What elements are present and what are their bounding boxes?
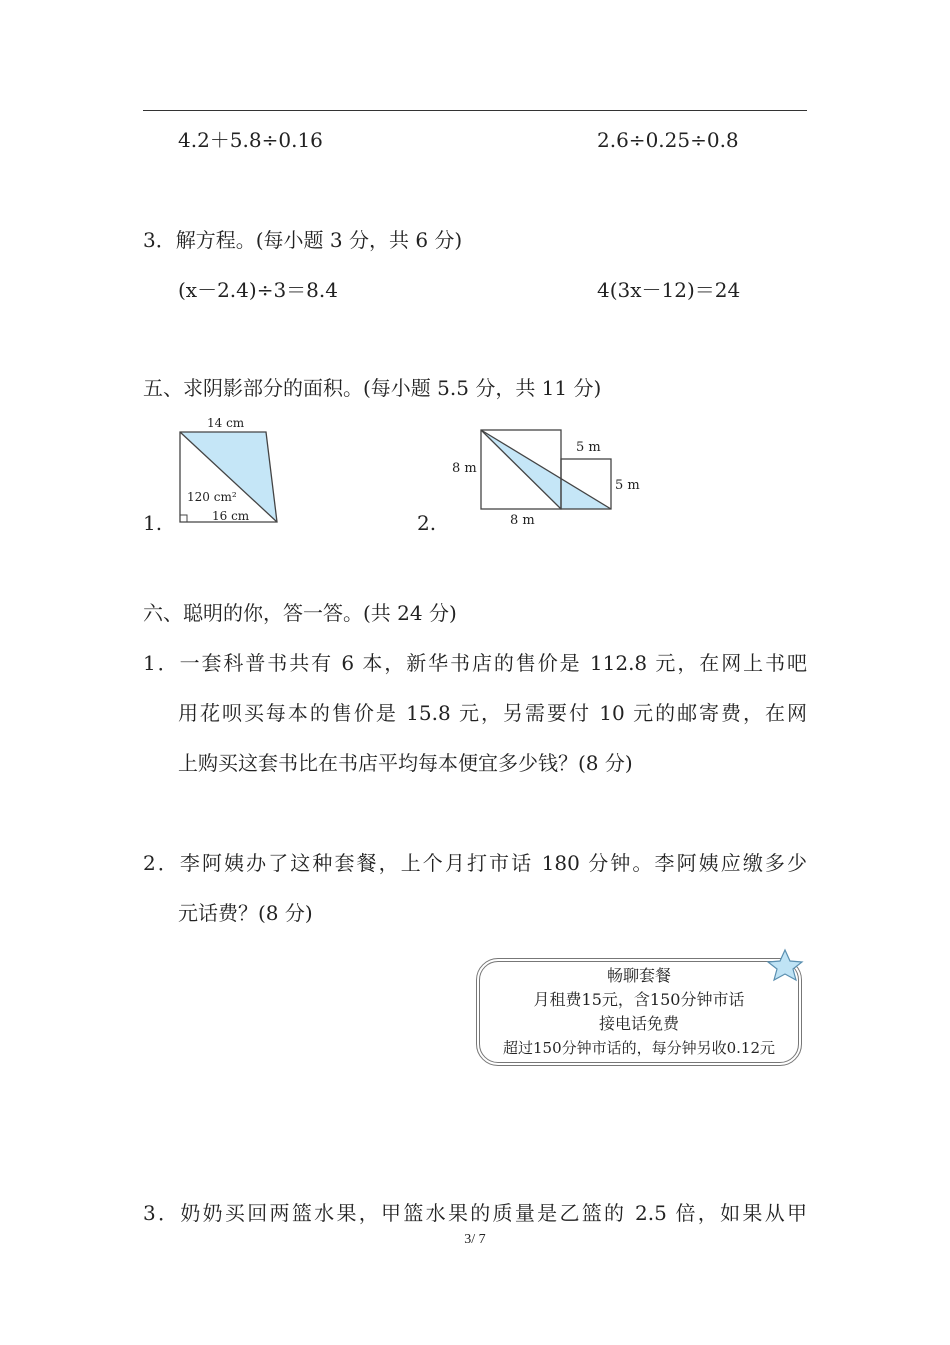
q3-title: 3．解方程。(每小题 3 分，共 6 分) — [143, 228, 463, 252]
section6-title: 六、聪明的你，答一答。(共 24 分) — [143, 601, 457, 625]
plan-line: 月租费15元，含150分钟市话 — [533, 990, 745, 1009]
fig2-small-right-label: 5 m — [615, 478, 640, 493]
fig2-small-top-label: 5 m — [576, 440, 601, 455]
problem2-line2: 元话费？(8 分) — [178, 901, 313, 925]
phone-plan-box — [476, 958, 802, 1066]
equation-left: (x－2.4)÷3＝8.4 — [178, 278, 338, 302]
fig2-left-label: 8 m — [452, 461, 477, 476]
problem3-line1: 3．奶奶买回两篮水果，甲篮水果的质量是乙篮的 2.5 倍，如果从甲 — [143, 1201, 807, 1225]
plan-line: 接电话免费 — [598, 1014, 679, 1033]
calc-left: 4.2＋5.8÷0.16 — [178, 128, 323, 152]
fig2-bottom-label: 8 m — [510, 513, 535, 528]
fig1-area-label: 120 cm² — [187, 490, 237, 504]
fig1-bottom-label: 16 cm — [212, 509, 250, 523]
section5-title: 五、求阴影部分的面积。(每小题 5.5 分，共 11 分) — [143, 376, 602, 400]
problem1-line3: 上购买这套书比在书店平均每本便宜多少钱？(8 分) — [178, 751, 633, 775]
calc-right: 2.6÷0.25÷0.8 — [597, 128, 739, 152]
problem1-line1: 1．一套科普书共有 6 本，新华书店的售价是 112.8 元，在网上书吧 — [143, 651, 807, 675]
fig1-top-label: 14 cm — [207, 416, 245, 430]
equation-right: 4(3x－12)＝24 — [597, 278, 741, 302]
page-number: 3/ 7 — [464, 1232, 486, 1247]
plan-line: 超过150分钟市话的，每分钟另收0.12元 — [502, 1039, 776, 1057]
figure-1-number: 1. — [143, 511, 163, 535]
plan-title: 畅聊套餐 — [606, 966, 671, 985]
problem2-line1: 2．李阿姨办了这种套餐，上个月打市话 180 分钟。李阿姨应缴多少 — [143, 851, 807, 875]
problem1-line2: 用花呗买每本的售价是 15.8 元，另需要付 10 元的邮寄费，在网 — [178, 701, 807, 725]
figure-2-number: 2. — [417, 511, 437, 535]
